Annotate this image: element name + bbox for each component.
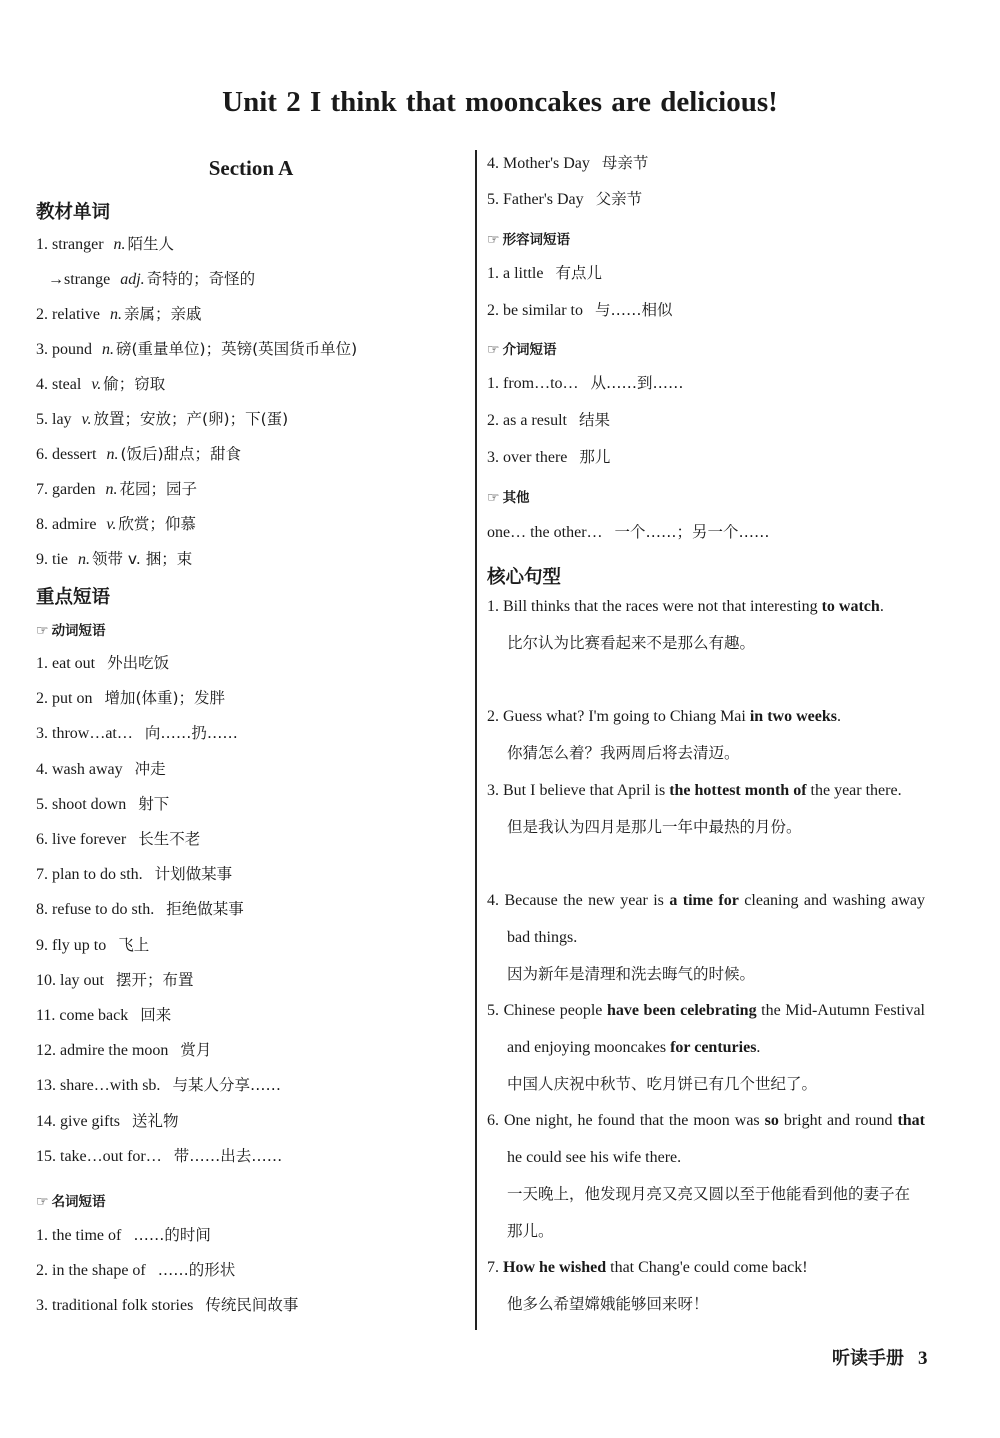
sentence-text: 7. (487, 1259, 503, 1276)
term-english: 13. share…with sb. (36, 1077, 161, 1095)
term-english: 1. the time of (36, 1227, 122, 1244)
part-of-speech: adj. (120, 271, 145, 288)
list-item (36, 514, 196, 535)
pointing-hand-icon: ☞ (487, 490, 500, 506)
term-chinese: 飞上 (118, 935, 150, 954)
list-item (36, 1295, 298, 1316)
sentence-text: 6. One night, he found that the moon was (487, 1112, 765, 1129)
list-item (487, 263, 602, 284)
sentence-key-phrase: to watch (821, 598, 880, 615)
term-chinese: 陌生人 (127, 235, 175, 253)
pointing-hand-icon: ☞ (36, 1194, 49, 1210)
list-item (487, 300, 673, 321)
term-english: 1. a little (487, 265, 544, 282)
sentence-key-phrase: have been celebrating (606, 1002, 757, 1019)
sentence-text: 1. Bill thinks that the races were not that interesting (487, 598, 822, 615)
term-english: 8. admire (36, 516, 97, 533)
sentence-chinese: 你猜怎么着？我两周后将去清迈。 (507, 744, 740, 762)
list-item (487, 522, 770, 543)
prep-phrases-label: ☞ 介词短语 (487, 342, 557, 358)
list-item (36, 1146, 282, 1167)
sentence-english (487, 1102, 925, 1176)
term-chinese: 拒绝做某事 (166, 900, 244, 919)
part-of-speech: n. (102, 341, 114, 358)
sentence-text: 5. Chinese people (487, 1002, 607, 1019)
term-chinese: 母亲节 (601, 154, 649, 172)
phrases-heading: 重点短语 (36, 587, 111, 608)
term-chinese: 父亲节 (595, 190, 643, 208)
list-item (36, 899, 244, 920)
term-chinese: 与……相似 (594, 301, 673, 319)
list-item (36, 653, 169, 674)
section-title: Section A (208, 156, 294, 180)
term-chinese: 长生不老 (138, 830, 201, 848)
term-english: 9. tie (36, 551, 68, 568)
list-item (36, 1260, 235, 1281)
part-of-speech: v. (81, 411, 92, 428)
term-chinese: 放置；安放；产(卵)；下(蛋) (93, 410, 289, 428)
list-item (36, 970, 194, 991)
column-divider (475, 150, 477, 1330)
sentence-chinese: 但是我认为四月是那儿一年中最热的月份。 (507, 818, 802, 836)
book-name: 听读手册 (832, 1348, 904, 1369)
term-english: 11. come back (36, 1007, 129, 1024)
term-english: 5. lay (36, 411, 72, 428)
other-phrases-label: ☞ 其他 (487, 490, 530, 506)
sentence-english (487, 698, 925, 735)
part-of-speech: n. (113, 236, 126, 253)
term-chinese: ……的形状 (157, 1261, 236, 1279)
sentence-key-phrase: a time for (669, 892, 739, 909)
sentence-text: . (756, 1039, 761, 1056)
sentence-key-phrase: How he wished (503, 1259, 607, 1276)
sentence-chinese: 他多么希望嫦娥能够回来呀！ (507, 1295, 709, 1313)
list-item (36, 444, 241, 465)
term-english: 3. throw…at… (36, 725, 133, 743)
term-english: 3. traditional folk stories (36, 1297, 194, 1314)
list-item (487, 373, 684, 394)
term-chinese: 花园；园子 (119, 480, 198, 498)
sentence-english (487, 588, 925, 625)
term-english: →strange (48, 271, 111, 288)
list-item (36, 1225, 211, 1246)
list-item (36, 1040, 211, 1061)
term-chinese: 领带 v. 捆；束 (92, 550, 193, 568)
term-chinese: (饭后)甜点；甜食 (120, 445, 242, 463)
list-item (487, 189, 642, 210)
term-english: 4. Mother's Day (487, 155, 590, 172)
pointing-hand-icon: ☞ (487, 232, 500, 248)
term-chinese: 一个……；另一个…… (614, 523, 770, 541)
sentence-chinese: 中国人庆祝中秋节、吃月饼已有几个世纪了。 (507, 1075, 818, 1093)
sentence-text: 3. But I believe that April is (487, 782, 670, 799)
term-english: 2. in the shape of (36, 1262, 146, 1279)
part-of-speech: n. (105, 481, 118, 498)
term-chinese: 带……出去…… (173, 1146, 283, 1165)
sentence-key-phrase: in two weeks (749, 708, 837, 725)
term-chinese: 赏月 (180, 1041, 212, 1060)
list-item (36, 759, 166, 780)
list-item (36, 723, 238, 744)
term-english: 5. shoot down (36, 795, 127, 813)
noun-phrases-label: ☞ 名词短语 (36, 1194, 106, 1210)
sentence-text: 4. Because the new year is (487, 892, 670, 909)
term-chinese: 计划做某事 (154, 865, 233, 884)
sentence-item (487, 1102, 925, 1250)
list-item (487, 153, 648, 174)
term-chinese: 射下 (138, 794, 170, 813)
page-footer (832, 1344, 928, 1370)
term-english: 9. fly up to (36, 936, 107, 954)
term-english: 8. refuse to do sth. (36, 901, 155, 919)
list-item (36, 304, 201, 325)
sentence-key-phrase: that (897, 1112, 925, 1129)
term-english: 7. garden (36, 481, 96, 498)
sentence-chinese: 比尔认为比赛看起来不是那么有趣。 (507, 634, 756, 652)
list-item (36, 794, 169, 815)
part-of-speech: n. (78, 551, 90, 568)
vocab-heading: 教材单词 (36, 202, 111, 223)
term-english: 2. be similar to (487, 302, 583, 319)
sentence-chinese: 一天晚上，他发现月亮又亮又圆以至于他能看到他的妻子在那儿。 (507, 1185, 911, 1240)
sentence-item (487, 588, 925, 662)
sentence-english (487, 772, 925, 809)
term-chinese: 那儿 (579, 448, 611, 466)
term-chinese: 增加(体重)；发胖 (104, 689, 226, 708)
list-item (36, 339, 357, 360)
sentence-item (487, 698, 925, 772)
sentence-english (487, 992, 925, 1066)
list-item (48, 269, 255, 290)
list-item (36, 479, 197, 500)
term-english: 14. give gifts (36, 1112, 120, 1130)
list-item (487, 410, 610, 431)
term-chinese: 欣赏；仰慕 (118, 515, 196, 533)
sentence-item (487, 772, 925, 846)
sentence-text: the year there. (806, 782, 902, 799)
pointing-hand-icon: ☞ (36, 623, 49, 639)
list-item (36, 1111, 179, 1132)
term-chinese: ……的时间 (133, 1226, 211, 1244)
sentence-key-phrase: for centuries (670, 1039, 757, 1056)
part-of-speech: n. (109, 306, 122, 323)
term-english: 12. admire the moon (36, 1042, 169, 1060)
term-english: 5. Father's Day (487, 191, 584, 208)
sentence-text: bright and round (778, 1112, 898, 1129)
sentence-text: 2. Guess what? I'm going to Chiang Mai (487, 708, 750, 725)
term-chinese: 回来 (140, 1006, 172, 1024)
sentence-key-phrase: the hottest month of (669, 782, 807, 799)
term-chinese: 与某人分享…… (172, 1076, 281, 1095)
term-english: 2. put on (36, 690, 93, 708)
term-english: 4. wash away (36, 760, 123, 778)
term-english: 2. as a result (487, 412, 567, 429)
term-chinese: 冲走 (134, 759, 166, 778)
list-item (36, 374, 165, 395)
sentence-item (487, 1249, 925, 1323)
term-english: 1. from…to… (487, 375, 579, 392)
list-item (487, 447, 610, 468)
part-of-speech: v. (106, 516, 117, 533)
sentence-text: the Mid-Autumn Festival and enjoying mooncakes (507, 1002, 926, 1056)
term-english: 1. eat out (36, 655, 96, 672)
sentence-english (487, 1249, 925, 1286)
term-chinese: 向……扔…… (144, 724, 238, 743)
term-english: 10. lay out (36, 971, 104, 989)
list-item (36, 688, 225, 709)
term-chinese: 外出吃饭 (107, 654, 170, 672)
term-english: 1. stranger (36, 236, 104, 253)
term-english: 2. relative (36, 306, 100, 323)
term-english: 4. steal (36, 376, 82, 393)
part-of-speech: n. (106, 446, 119, 463)
term-chinese: 奇特的；奇怪的 (146, 270, 256, 288)
term-chinese: 磅(重量单位)；英镑(英国货币单位) (116, 340, 358, 358)
term-chinese: 亲属；亲戚 (123, 305, 202, 323)
term-english: 6. dessert (36, 446, 97, 463)
term-chinese: 偷；窃取 (103, 375, 166, 393)
sentence-text: he could see his wife there. (507, 1149, 682, 1166)
list-item (36, 1005, 171, 1026)
sentence-chinese: 因为新年是清理和洗去晦气的时候。 (507, 965, 756, 983)
term-english: 15. take…out for… (36, 1147, 162, 1165)
term-english: 3. over there (487, 449, 568, 466)
term-english: 7. plan to do sth. (36, 866, 143, 884)
list-item (36, 864, 232, 885)
term-english: one… the other… (487, 524, 603, 541)
sentence-key-phrase: so (764, 1112, 779, 1129)
list-item (36, 549, 192, 570)
verb-phrases-label: ☞ 动词短语 (36, 623, 106, 639)
list-item (36, 829, 200, 850)
list-item (36, 409, 288, 430)
pointing-hand-icon: ☞ (487, 342, 500, 358)
term-chinese: 送礼物 (132, 1111, 179, 1130)
sentence-text: . (836, 708, 841, 725)
term-chinese: 有点儿 (555, 264, 602, 282)
sentence-english (487, 882, 925, 956)
sentence-text: that Chang'e could come back! (606, 1259, 808, 1276)
sentence-text: cleaning and washing away bad things. (507, 892, 925, 946)
list-item (36, 1075, 281, 1096)
sentence-item (487, 992, 925, 1103)
term-english: 6. live forever (36, 831, 127, 848)
term-chinese: 从……到…… (590, 374, 684, 392)
term-chinese: 结果 (578, 411, 610, 429)
list-item (36, 935, 149, 956)
part-of-speech: v. (91, 376, 102, 393)
term-chinese: 摆开；布置 (116, 970, 194, 989)
sentence-item (487, 882, 925, 993)
term-chinese: 传统民间故事 (205, 1296, 299, 1314)
adj-phrases-label: ☞ 形容词短语 (487, 232, 571, 248)
page-number: 3 (918, 1348, 928, 1369)
sentence-text: . (879, 598, 884, 615)
term-english: 3. pound (36, 341, 92, 358)
sentences-heading: 核心句型 (487, 567, 562, 588)
list-item (36, 234, 174, 255)
page-title: Unit 2 I think that mooncakes are delicious! (222, 86, 778, 118)
